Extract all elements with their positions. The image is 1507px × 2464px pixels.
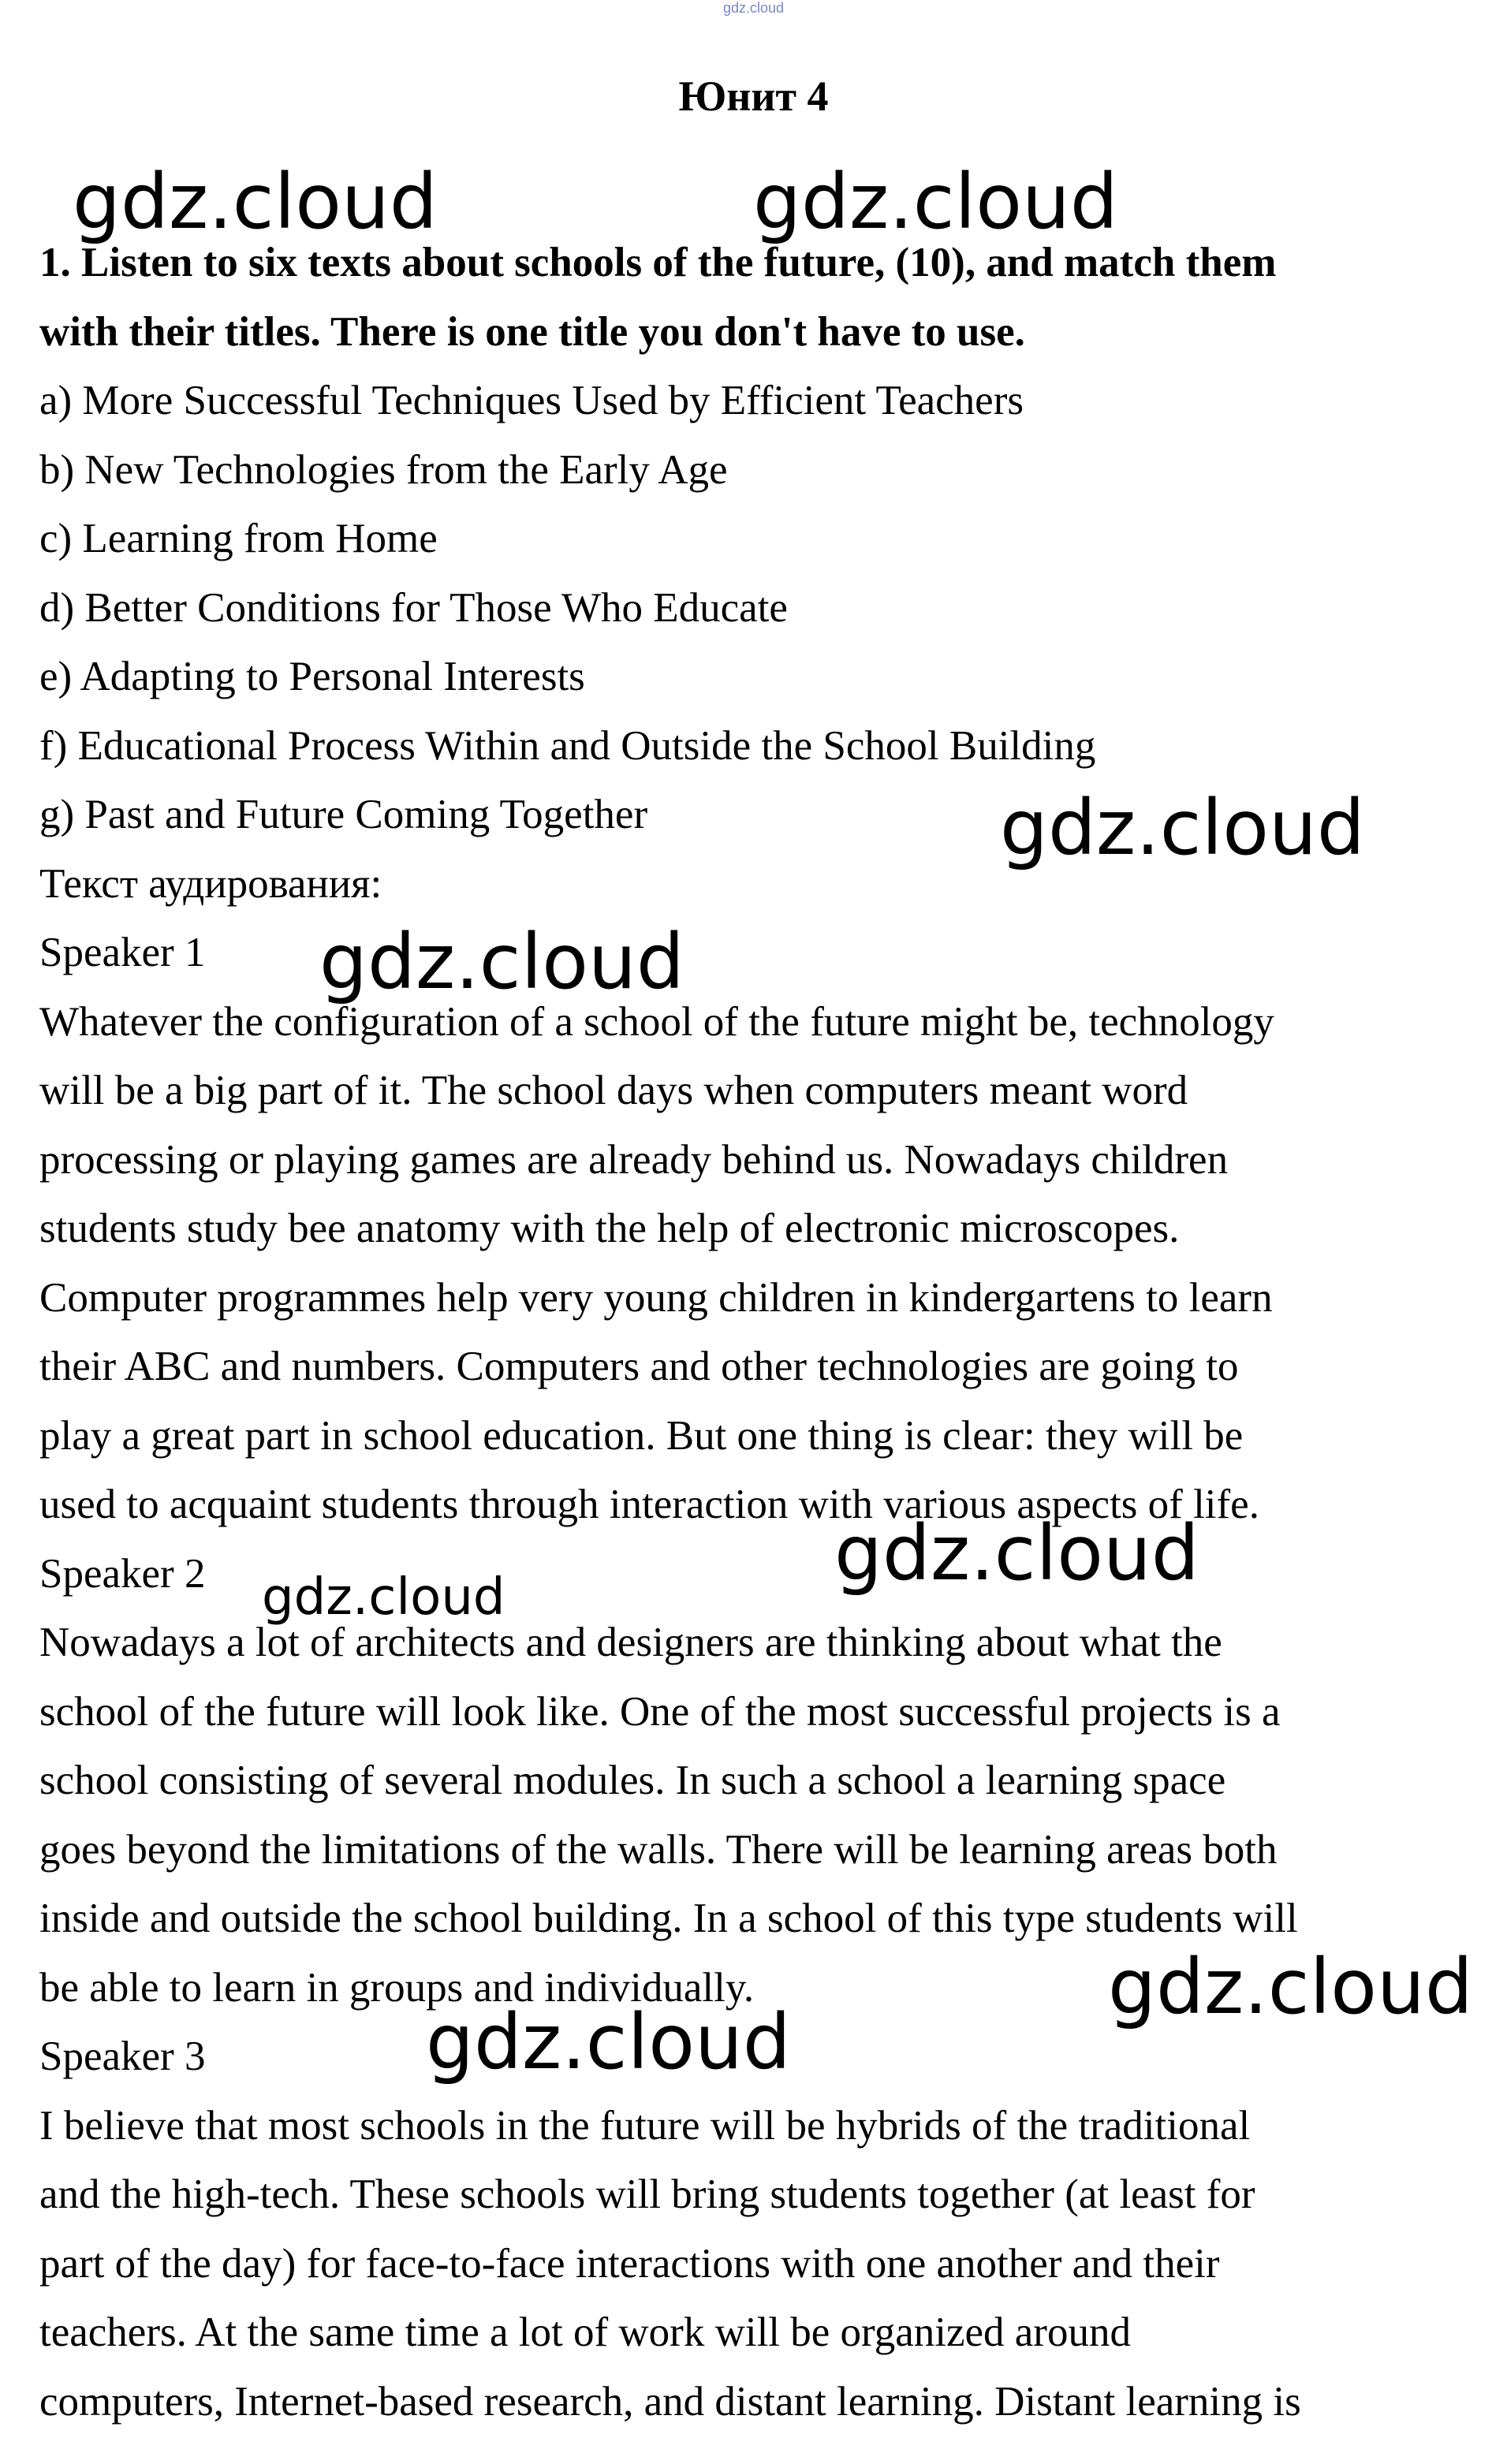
document-body — [39, 229, 1475, 2436]
speaker-2-text-line: school consisting of several modules. In such a school a learning space — [39, 1758, 1226, 1803]
speaker-3-label: Speaker 3 — [39, 2033, 206, 2079]
speaker-1-text-line: will be a big part of it. The school days when computers meant word — [39, 1068, 1188, 1113]
speaker-2-text-line: Nowadays a lot of architects and designers are thinking about what the — [39, 1620, 1222, 1665]
top-watermark: gdz.cloud — [722, 0, 785, 16]
speaker-1-text-line: Whatever the configuration of a school of the future might be, technology — [39, 998, 1274, 1045]
task-line: 1. Listen to six texts about schools of the future, (10), and match them — [39, 240, 1277, 285]
watermark-text: gdz.cloud — [753, 158, 1118, 246]
speaker-1-text-line: Computer programmes help very young children in kindergartens to learn — [39, 1274, 1273, 1321]
page-title: Юнит 4 — [678, 73, 829, 120]
option-g: g) Past and Future Coming Together — [39, 792, 648, 837]
watermark-text: gdz.cloud — [73, 158, 438, 246]
watermark-text: gdz.cloud — [319, 918, 684, 1006]
speaker-1-text-line: students study bee anatomy with the help of electronic microscopes. — [39, 1206, 1180, 1251]
speaker-2-text-line: inside and outside the school building. In a school of this type students will — [39, 1896, 1298, 1941]
watermark-text: gdz.cloud — [262, 1568, 505, 1627]
speaker-2-label: Speaker 2 — [39, 1550, 206, 1597]
speaker-1-text-line: processing or playing games are already behind us. Nowadays children — [39, 1136, 1229, 1183]
watermark-text: gdz.cloud — [1108, 1943, 1473, 2031]
speaker-3-text-line: and the high-tech. These schools will bring students together (at least for — [39, 2171, 1255, 2217]
speaker-2-text-line: school of the future will look like. One of the most successful projects is a — [39, 1688, 1281, 1735]
speaker-1-text-line: play a great part in school education. But one thing is clear: they will be — [39, 1412, 1244, 1459]
option-c: c) Learning from Home — [39, 516, 438, 561]
listening-label: Текст аудирования: — [39, 860, 382, 907]
speaker-1-text-line: used to acquaint students through interaction with various aspects of life. — [39, 1482, 1259, 1527]
option-d: d) Better Conditions for Those Who Educate — [39, 584, 788, 631]
speaker-1-label: Speaker 1 — [39, 930, 206, 975]
speaker-2-text-line: goes beyond the limitations of the walls. There will be learning areas both — [39, 1826, 1278, 1873]
watermark-text: gdz.cloud — [1000, 784, 1365, 872]
speaker-2-text-line: be able to learn in groups and individually. — [39, 1964, 755, 2011]
option-b: b) New Technologies from the Early Age — [39, 446, 728, 493]
option-a: a) More Successful Techniques Used by Efficient Teachers — [39, 378, 1024, 423]
speaker-3-text-line: I believe that most schools in the future will be hybrids of the traditional — [39, 2102, 1251, 2149]
watermark-text: gdz.cloud — [426, 1998, 791, 2086]
watermark-text: gdz.cloud — [834, 1509, 1199, 1597]
option-f: f) Educational Process Within and Outside the School Building — [39, 722, 1096, 769]
task-line: with their titles. There is one title you don't have to use. — [39, 308, 1025, 355]
speaker-1-text-line: their ABC and numbers. Computers and other technologies are going to — [39, 1344, 1239, 1389]
speaker-3-text-line: computers, Internet-based research, and distant learning. Distant learning is — [39, 2378, 1301, 2425]
option-e: e) Adapting to Personal Interests — [39, 654, 585, 699]
speaker-3-text-line: teachers. At the same time a lot of work will be organized around — [39, 2309, 1131, 2355]
speaker-3-text-line: part of the day) for face-to-face interactions with one another and their — [39, 2240, 1220, 2287]
